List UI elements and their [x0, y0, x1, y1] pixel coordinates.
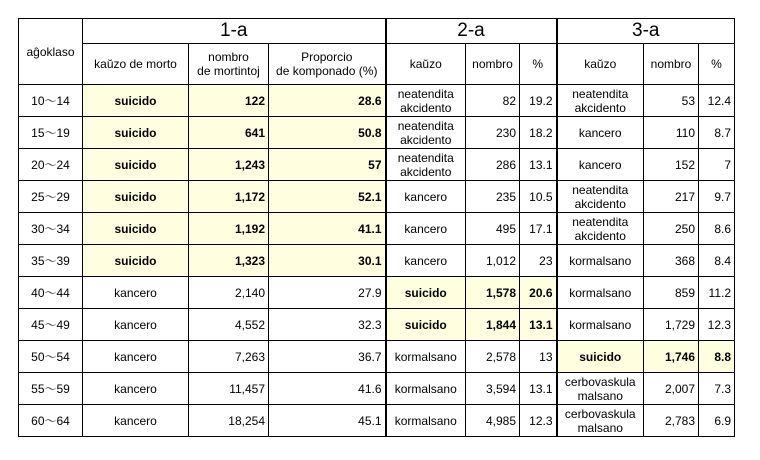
- count-1-cell: 11,457: [189, 373, 269, 405]
- percent-1-cell: 57: [269, 149, 386, 181]
- cause-3-cell: neatendita akcidento: [557, 181, 644, 213]
- table-row: [19, 277, 735, 309]
- age-cell: 15～19: [19, 117, 83, 149]
- count-2-cell: 82: [466, 85, 520, 117]
- cause-3-cell: kancero: [557, 117, 644, 149]
- count-1-cell: 1,172: [189, 181, 269, 213]
- cause-1-cell: kancero: [83, 405, 189, 437]
- age-cell: 55～59: [19, 373, 83, 405]
- age-cell: 60～64: [19, 405, 83, 437]
- count-2-cell: 2,578: [466, 341, 520, 373]
- percent-2-cell: 18.2: [520, 117, 557, 149]
- cause-3-cell: kormalsano: [557, 245, 644, 277]
- count-2-cell: 235: [466, 181, 520, 213]
- count-2-cell: 495: [466, 213, 520, 245]
- percent-3-cell: 9.7: [699, 181, 735, 213]
- percent-2-cell: 13: [520, 341, 557, 373]
- percent-1-cell: 45.1: [269, 405, 386, 437]
- g1-cause-header: kaŭzo de morto: [83, 44, 189, 85]
- count-2-cell: 286: [466, 149, 520, 181]
- table-row: [19, 245, 735, 277]
- count-2-cell: 1,012: [466, 245, 520, 277]
- percent-2-cell: 10.5: [520, 181, 557, 213]
- cause-2-cell: kormalsano: [386, 405, 466, 437]
- table-row: [19, 341, 735, 373]
- percent-3-cell: 6.9: [699, 405, 735, 437]
- percent-2-cell: 19.2: [520, 85, 557, 117]
- cause-2-cell: neatendita akcidento: [386, 149, 466, 181]
- age-cell: 35～39: [19, 245, 83, 277]
- cause-1-cell: kancero: [83, 373, 189, 405]
- age-cell: 50～54: [19, 341, 83, 373]
- count-3-cell: 152: [644, 149, 699, 181]
- count-3-cell: 1,746: [644, 341, 699, 373]
- count-3-cell: 2,783: [644, 405, 699, 437]
- cause-1-cell: kancero: [83, 309, 189, 341]
- group-1-header: 1-a: [83, 19, 386, 44]
- age-class-header: aĝoklaso: [19, 19, 83, 85]
- count-2-cell: 230: [466, 117, 520, 149]
- cause-2-cell: kancero: [386, 245, 466, 277]
- percent-1-cell: 41.6: [269, 373, 386, 405]
- count-1-cell: 4,552: [189, 309, 269, 341]
- count-3-cell: 110: [644, 117, 699, 149]
- count-2-cell: 1,578: [466, 277, 520, 309]
- cause-1-cell: suicido: [83, 213, 189, 245]
- cause-3-cell: kormalsano: [557, 277, 644, 309]
- percent-3-cell: 7.3: [699, 373, 735, 405]
- percent-2-cell: 20.6: [520, 277, 557, 309]
- percent-1-cell: 28.6: [269, 85, 386, 117]
- cause-3-cell: kancero: [557, 149, 644, 181]
- age-cell: 30～34: [19, 213, 83, 245]
- cause-2-cell: neatendita akcidento: [386, 85, 466, 117]
- cause-2-cell: kormalsano: [386, 373, 466, 405]
- count-1-cell: 1,192: [189, 213, 269, 245]
- age-cell: 10～14: [19, 85, 83, 117]
- count-3-cell: 2,007: [644, 373, 699, 405]
- count-2-cell: 1,844: [466, 309, 520, 341]
- percent-1-cell: 36.7: [269, 341, 386, 373]
- percent-1-cell: 41.1: [269, 213, 386, 245]
- age-cell: 45～49: [19, 309, 83, 341]
- group-2-header: 2-a: [386, 19, 557, 44]
- cause-3-cell: cerbovaskula malsano: [557, 405, 644, 437]
- count-1-cell: 1,243: [189, 149, 269, 181]
- table-row: [19, 373, 735, 405]
- percent-2-cell: 13.1: [520, 373, 557, 405]
- cause-3-cell: kormalsano: [557, 309, 644, 341]
- count-3-cell: 53: [644, 85, 699, 117]
- cause-1-cell: suicido: [83, 181, 189, 213]
- cause-3-cell: neatendita akcidento: [557, 213, 644, 245]
- cause-3-cell: neatendita akcidento: [557, 85, 644, 117]
- percent-3-cell: 11.2: [699, 277, 735, 309]
- percent-1-cell: 52.1: [269, 181, 386, 213]
- count-2-cell: 3,594: [466, 373, 520, 405]
- count-1-cell: 7,263: [189, 341, 269, 373]
- cause-2-cell: kancero: [386, 181, 466, 213]
- cause-1-cell: suicido: [83, 245, 189, 277]
- cause-2-cell: kormalsano: [386, 341, 466, 373]
- percent-2-cell: 23: [520, 245, 557, 277]
- cause-1-cell: suicido: [83, 117, 189, 149]
- percent-2-cell: 12.3: [520, 405, 557, 437]
- percent-3-cell: 8.4: [699, 245, 735, 277]
- table-row: [19, 181, 735, 213]
- count-1-cell: 18,254: [189, 405, 269, 437]
- cause-2-cell: suicido: [386, 309, 466, 341]
- age-cell: 40～44: [19, 277, 83, 309]
- g3-cause-header: kaŭzo: [557, 44, 644, 85]
- cause-2-cell: suicido: [386, 277, 466, 309]
- percent-3-cell: 8.8: [699, 341, 735, 373]
- g3-percent-header: %: [699, 44, 735, 85]
- cause-2-cell: neatendita akcidento: [386, 117, 466, 149]
- cause-3-cell: cerbovaskula malsano: [557, 373, 644, 405]
- percent-2-cell: 17.1: [520, 213, 557, 245]
- percent-3-cell: 12.4: [699, 85, 735, 117]
- g1-percent-header: Proporcio de komponado (%): [269, 44, 386, 85]
- cause-1-cell: suicido: [83, 149, 189, 181]
- cause-1-cell: kancero: [83, 341, 189, 373]
- cause-2-cell: kancero: [386, 213, 466, 245]
- percent-1-cell: 50.8: [269, 117, 386, 149]
- count-3-cell: 368: [644, 245, 699, 277]
- g2-cause-header: kaŭzo: [386, 44, 466, 85]
- g1-count-header: nombro de mortintoj: [189, 44, 269, 85]
- count-3-cell: 217: [644, 181, 699, 213]
- table-row: [19, 117, 735, 149]
- count-1-cell: 122: [189, 85, 269, 117]
- table-row: [19, 405, 735, 437]
- causes-of-death-table: [18, 18, 735, 437]
- age-cell: 25～29: [19, 181, 83, 213]
- group-3-header: 3-a: [557, 19, 735, 44]
- count-1-cell: 641: [189, 117, 269, 149]
- g2-count-header: nombro: [466, 44, 520, 85]
- percent-2-cell: 13.1: [520, 149, 557, 181]
- count-1-cell: 2,140: [189, 277, 269, 309]
- count-3-cell: 859: [644, 277, 699, 309]
- percent-3-cell: 8.7: [699, 117, 735, 149]
- table-row: [19, 85, 735, 117]
- g3-count-header: nombro: [644, 44, 699, 85]
- table-row: [19, 149, 735, 181]
- percent-1-cell: 27.9: [269, 277, 386, 309]
- percent-1-cell: 30.1: [269, 245, 386, 277]
- cause-3-cell: suicido: [557, 341, 644, 373]
- percent-1-cell: 32.3: [269, 309, 386, 341]
- count-3-cell: 250: [644, 213, 699, 245]
- percent-3-cell: 8.6: [699, 213, 735, 245]
- g2-percent-header: %: [520, 44, 557, 85]
- count-1-cell: 1,323: [189, 245, 269, 277]
- cause-1-cell: suicido: [83, 85, 189, 117]
- percent-3-cell: 12.3: [699, 309, 735, 341]
- percent-2-cell: 13.1: [520, 309, 557, 341]
- table-row: [19, 213, 735, 245]
- percent-3-cell: 7: [699, 149, 735, 181]
- count-2-cell: 4,985: [466, 405, 520, 437]
- count-3-cell: 1,729: [644, 309, 699, 341]
- age-cell: 20～24: [19, 149, 83, 181]
- table-row: [19, 309, 735, 341]
- cause-1-cell: kancero: [83, 277, 189, 309]
